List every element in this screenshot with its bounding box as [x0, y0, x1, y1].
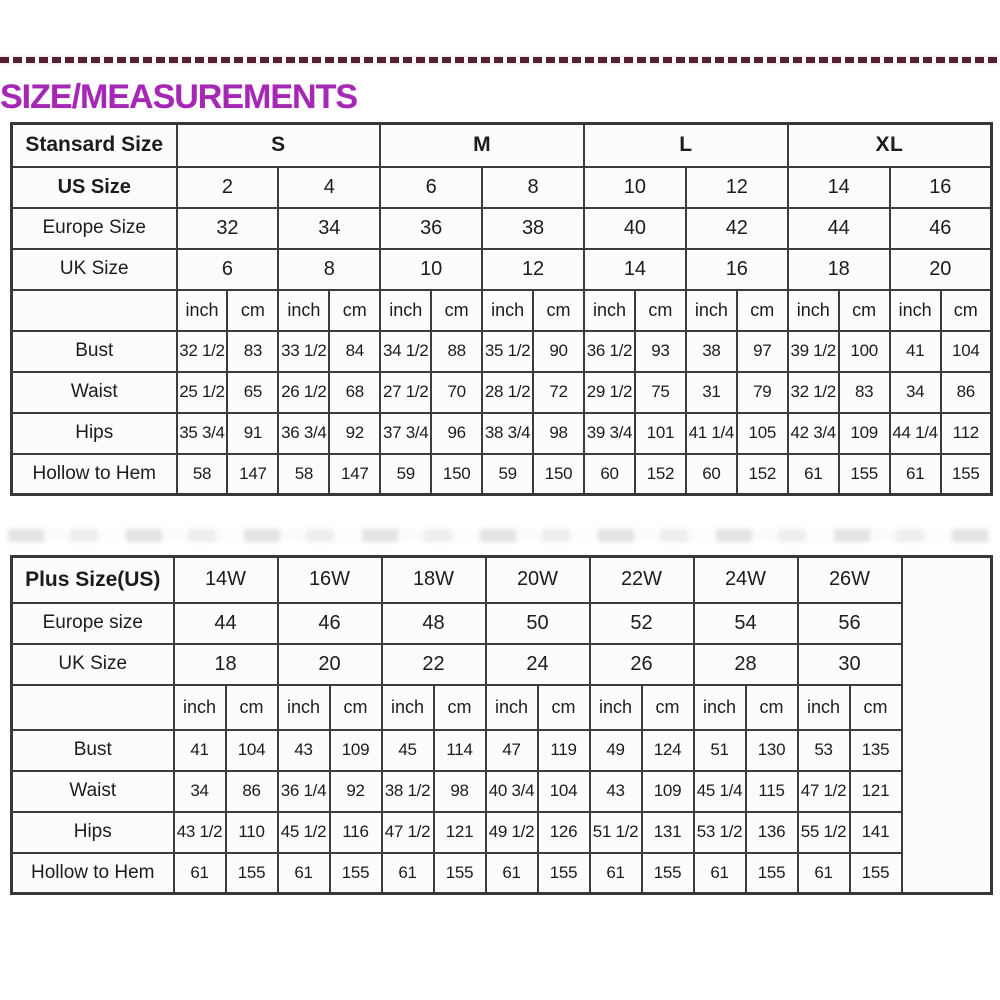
size-value-cell: 10: [380, 249, 482, 290]
table-row-size-groups: [12, 124, 992, 167]
measurement-value-cell: 121: [850, 771, 902, 812]
row-label: UK Size: [12, 249, 177, 290]
measurement-value-cell: 41: [890, 331, 941, 372]
measurement-value-cell: 84: [329, 331, 380, 372]
measurement-value-cell: 41: [174, 730, 226, 771]
measurement-value-cell: 141: [850, 812, 902, 853]
measurement-value-cell: 112: [941, 413, 992, 454]
measurement-value-cell: 61: [174, 853, 226, 894]
table-row-sizes: [12, 644, 992, 685]
measurement-value-cell: 58: [278, 454, 329, 495]
measurement-value-cell: 42 3/4: [788, 413, 839, 454]
measurement-value-cell: 61: [798, 853, 850, 894]
size-group-header: XL: [788, 124, 992, 167]
measurement-value-cell: 155: [538, 853, 590, 894]
unit-cell: inch: [174, 685, 226, 730]
measurement-value-cell: 83: [227, 331, 278, 372]
size-value-cell: 8: [482, 167, 584, 208]
measurement-value-cell: 36 1/2: [584, 331, 635, 372]
size-value-cell: 46: [890, 208, 992, 249]
size-value-cell: 8: [278, 249, 380, 290]
measurement-value-cell: 92: [329, 413, 380, 454]
size-value-cell: 52: [590, 603, 694, 644]
measurement-value-cell: 114: [434, 730, 486, 771]
row-label: Europe size: [12, 603, 174, 644]
page-title: SIZE/MEASUREMENTS: [0, 78, 358, 116]
size-value-cell: 50: [486, 603, 590, 644]
measurement-value-cell: 36 1/4: [278, 771, 330, 812]
measurement-value-cell: 61: [590, 853, 642, 894]
ghost-text-artifact: [8, 529, 992, 542]
size-value-cell: 16: [686, 249, 788, 290]
measurement-value-cell: 121: [434, 812, 486, 853]
corner-label-cell: Stansard Size: [12, 124, 177, 167]
standard-size-table-body: [12, 124, 992, 495]
table-row-plus-sizes: [12, 557, 992, 603]
unit-cell: inch: [798, 685, 850, 730]
measurement-value-cell: 35 1/2: [482, 331, 533, 372]
size-value-cell: 6: [380, 167, 482, 208]
measurement-value-cell: 124: [642, 730, 694, 771]
measurement-value-cell: 109: [839, 413, 890, 454]
size-value-cell: 20: [278, 644, 382, 685]
measurement-value-cell: 51: [694, 730, 746, 771]
measurement-value-cell: 37 3/4: [380, 413, 431, 454]
measurement-value-cell: 34 1/2: [380, 331, 431, 372]
measurement-value-cell: 91: [227, 413, 278, 454]
unit-cell: cm: [330, 685, 382, 730]
size-value-cell: 6: [177, 249, 279, 290]
measurement-value-cell: 155: [941, 454, 992, 495]
measurement-value-cell: 130: [746, 730, 798, 771]
size-value-cell: 36: [380, 208, 482, 249]
plus-size-table: [10, 555, 993, 895]
unit-cell: inch: [278, 685, 330, 730]
size-value-cell: 16W: [278, 557, 382, 603]
table-row-measurement: [12, 730, 992, 771]
measurement-value-cell: 44 1/4: [890, 413, 941, 454]
measurement-value-cell: 43 1/2: [174, 812, 226, 853]
size-value-cell: 54: [694, 603, 798, 644]
unit-cell: inch: [278, 290, 329, 331]
unit-cell: inch: [686, 290, 737, 331]
measurement-value-cell: 90: [533, 331, 584, 372]
size-value-cell: 24: [486, 644, 590, 685]
measurement-value-cell: 61: [486, 853, 538, 894]
measurement-value-cell: 61: [694, 853, 746, 894]
measurement-value-cell: 98: [533, 413, 584, 454]
measurement-value-cell: 45: [382, 730, 434, 771]
measurement-value-cell: 59: [482, 454, 533, 495]
unit-cell: inch: [890, 290, 941, 331]
row-label: US Size: [12, 167, 177, 208]
table-row-measurement: [12, 372, 992, 413]
measurement-value-cell: 104: [538, 771, 590, 812]
measurement-value-cell: 51 1/2: [590, 812, 642, 853]
measurement-value-cell: 45 1/2: [278, 812, 330, 853]
measurement-value-cell: 41 1/4: [686, 413, 737, 454]
unit-cell: cm: [839, 290, 890, 331]
size-value-cell: 28: [694, 644, 798, 685]
size-value-cell: 34: [278, 208, 380, 249]
unit-cell: cm: [642, 685, 694, 730]
measurement-value-cell: 100: [839, 331, 890, 372]
row-label: UK Size: [12, 644, 174, 685]
measurement-value-cell: 126: [538, 812, 590, 853]
measurement-value-cell: 150: [431, 454, 482, 495]
measurement-value-cell: 147: [329, 454, 380, 495]
unit-cell: inch: [788, 290, 839, 331]
measurement-value-cell: 109: [642, 771, 694, 812]
measurement-value-cell: 59: [380, 454, 431, 495]
measurement-value-cell: 97: [737, 331, 788, 372]
measurement-value-cell: 147: [227, 454, 278, 495]
row-label: Hollow to Hem: [12, 853, 174, 894]
measurement-value-cell: 155: [330, 853, 382, 894]
row-label: Bust: [12, 730, 174, 771]
size-value-cell: 22W: [590, 557, 694, 603]
measurement-value-cell: 38 3/4: [482, 413, 533, 454]
table-row-measurement: [12, 771, 992, 812]
measurement-value-cell: 47: [486, 730, 538, 771]
measurement-value-cell: 31: [686, 372, 737, 413]
unit-cell: inch: [482, 290, 533, 331]
measurement-value-cell: 135: [850, 730, 902, 771]
corner-label-cell: Plus Size(US): [12, 557, 174, 603]
measurement-value-cell: 40 3/4: [486, 771, 538, 812]
plus-size-table-body: [12, 557, 992, 894]
measurement-value-cell: 150: [533, 454, 584, 495]
row-label: Hips: [12, 812, 174, 853]
measurement-value-cell: 110: [226, 812, 278, 853]
measurement-value-cell: 45 1/4: [694, 771, 746, 812]
measurement-value-cell: 101: [635, 413, 686, 454]
unit-cell: inch: [590, 685, 642, 730]
measurement-value-cell: 109: [330, 730, 382, 771]
measurement-value-cell: 38: [686, 331, 737, 372]
measurement-value-cell: 26 1/2: [278, 372, 329, 413]
size-value-cell: 10: [584, 167, 686, 208]
row-label: Hollow to Hem: [12, 454, 177, 495]
table-row-units: [12, 290, 992, 331]
measurement-value-cell: 35 3/4: [177, 413, 228, 454]
size-value-cell: 14W: [174, 557, 278, 603]
measurement-value-cell: 155: [434, 853, 486, 894]
row-label: Europe Size: [12, 208, 177, 249]
size-group-header: L: [584, 124, 788, 167]
table-row-sizes: [12, 167, 992, 208]
measurement-value-cell: 86: [226, 771, 278, 812]
measurement-value-cell: 86: [941, 372, 992, 413]
measurement-value-cell: 136: [746, 812, 798, 853]
size-value-cell: 20: [890, 249, 992, 290]
unit-cell: inch: [584, 290, 635, 331]
measurement-value-cell: 105: [737, 413, 788, 454]
measurement-value-cell: 65: [227, 372, 278, 413]
measurement-value-cell: 61: [382, 853, 434, 894]
measurement-value-cell: 93: [635, 331, 686, 372]
size-value-cell: 12: [482, 249, 584, 290]
size-value-cell: 56: [798, 603, 902, 644]
size-value-cell: 12: [686, 167, 788, 208]
table-row-measurement: [12, 812, 992, 853]
measurement-value-cell: 119: [538, 730, 590, 771]
measurement-value-cell: 47 1/2: [382, 812, 434, 853]
unit-cell: cm: [737, 290, 788, 331]
size-value-cell: 26: [590, 644, 694, 685]
table-row-measurement: [12, 331, 992, 372]
size-value-cell: 30: [798, 644, 902, 685]
size-value-cell: 42: [686, 208, 788, 249]
measurement-value-cell: 27 1/2: [380, 372, 431, 413]
table-row-measurement: [12, 454, 992, 495]
measurement-value-cell: 115: [746, 771, 798, 812]
size-value-cell: 32: [177, 208, 279, 249]
measurement-value-cell: 53: [798, 730, 850, 771]
measurement-value-cell: 75: [635, 372, 686, 413]
unit-cell: cm: [538, 685, 590, 730]
table-row-sizes: [12, 603, 992, 644]
measurement-value-cell: 152: [635, 454, 686, 495]
size-value-cell: 40: [584, 208, 686, 249]
measurement-value-cell: 60: [584, 454, 635, 495]
size-group-header: S: [177, 124, 381, 167]
measurement-value-cell: 43: [278, 730, 330, 771]
measurement-value-cell: 60: [686, 454, 737, 495]
size-value-cell: 18: [174, 644, 278, 685]
measurement-value-cell: 98: [434, 771, 486, 812]
measurement-value-cell: 116: [330, 812, 382, 853]
unit-cell: inch: [380, 290, 431, 331]
unit-cell: cm: [434, 685, 486, 730]
measurement-value-cell: 49 1/2: [486, 812, 538, 853]
size-value-cell: 18: [788, 249, 890, 290]
measurement-value-cell: 55 1/2: [798, 812, 850, 853]
measurement-value-cell: 72: [533, 372, 584, 413]
size-value-cell: 18W: [382, 557, 486, 603]
unit-cell: inch: [177, 290, 228, 331]
unit-cell: cm: [941, 290, 992, 331]
row-label: Waist: [12, 771, 174, 812]
measurement-value-cell: 38 1/2: [382, 771, 434, 812]
table-row-measurement: [12, 853, 992, 894]
measurement-value-cell: 47 1/2: [798, 771, 850, 812]
measurement-value-cell: 83: [839, 372, 890, 413]
measurement-value-cell: 61: [278, 853, 330, 894]
dashed-divider-line: [0, 57, 1000, 63]
unit-cell: cm: [226, 685, 278, 730]
row-label-empty: [12, 290, 177, 331]
measurement-value-cell: 131: [642, 812, 694, 853]
measurement-value-cell: 36 3/4: [278, 413, 329, 454]
measurement-value-cell: 39 1/2: [788, 331, 839, 372]
unit-cell: inch: [382, 685, 434, 730]
table-row-sizes: [12, 249, 992, 290]
unit-cell: cm: [227, 290, 278, 331]
measurement-value-cell: 49: [590, 730, 642, 771]
measurement-value-cell: 104: [226, 730, 278, 771]
size-value-cell: 2: [177, 167, 279, 208]
measurement-value-cell: 155: [642, 853, 694, 894]
unit-cell: cm: [635, 290, 686, 331]
measurement-value-cell: 155: [746, 853, 798, 894]
measurement-value-cell: 104: [941, 331, 992, 372]
size-value-cell: 48: [382, 603, 486, 644]
row-label: Bust: [12, 331, 177, 372]
measurement-value-cell: 61: [788, 454, 839, 495]
measurement-value-cell: 79: [737, 372, 788, 413]
size-value-cell: 4: [278, 167, 380, 208]
unit-cell: cm: [329, 290, 380, 331]
measurement-value-cell: 43: [590, 771, 642, 812]
row-label-empty: [12, 685, 174, 730]
measurement-value-cell: 39 3/4: [584, 413, 635, 454]
unit-cell: cm: [850, 685, 902, 730]
measurement-value-cell: 70: [431, 372, 482, 413]
unit-cell: inch: [486, 685, 538, 730]
standard-size-table: [10, 122, 993, 496]
table-row-units: [12, 685, 992, 730]
size-value-cell: 26W: [798, 557, 902, 603]
size-value-cell: 22: [382, 644, 486, 685]
size-value-cell: 38: [482, 208, 584, 249]
empty-spacer-cell: [902, 557, 992, 894]
row-label: Waist: [12, 372, 177, 413]
measurement-value-cell: 61: [890, 454, 941, 495]
size-value-cell: 14: [584, 249, 686, 290]
measurement-value-cell: 32 1/2: [788, 372, 839, 413]
unit-cell: inch: [694, 685, 746, 730]
size-value-cell: 24W: [694, 557, 798, 603]
measurement-value-cell: 32 1/2: [177, 331, 228, 372]
unit-cell: cm: [746, 685, 798, 730]
measurement-value-cell: 152: [737, 454, 788, 495]
measurement-value-cell: 25 1/2: [177, 372, 228, 413]
measurement-value-cell: 88: [431, 331, 482, 372]
unit-cell: cm: [431, 290, 482, 331]
unit-cell: cm: [533, 290, 584, 331]
table-row-sizes: [12, 208, 992, 249]
measurement-value-cell: 53 1/2: [694, 812, 746, 853]
measurement-value-cell: 29 1/2: [584, 372, 635, 413]
measurement-value-cell: 33 1/2: [278, 331, 329, 372]
size-value-cell: 46: [278, 603, 382, 644]
measurement-value-cell: 58: [177, 454, 228, 495]
measurement-value-cell: 155: [850, 853, 902, 894]
size-value-cell: 20W: [486, 557, 590, 603]
measurement-value-cell: 34: [890, 372, 941, 413]
measurement-value-cell: 96: [431, 413, 482, 454]
measurement-value-cell: 155: [839, 454, 890, 495]
size-value-cell: 16: [890, 167, 992, 208]
size-value-cell: 44: [788, 208, 890, 249]
size-group-header: M: [380, 124, 584, 167]
measurement-value-cell: 34: [174, 771, 226, 812]
measurement-value-cell: 155: [226, 853, 278, 894]
measurement-value-cell: 92: [330, 771, 382, 812]
size-value-cell: 44: [174, 603, 278, 644]
row-label: Hips: [12, 413, 177, 454]
size-value-cell: 14: [788, 167, 890, 208]
table-row-measurement: [12, 413, 992, 454]
measurement-value-cell: 28 1/2: [482, 372, 533, 413]
measurement-value-cell: 68: [329, 372, 380, 413]
